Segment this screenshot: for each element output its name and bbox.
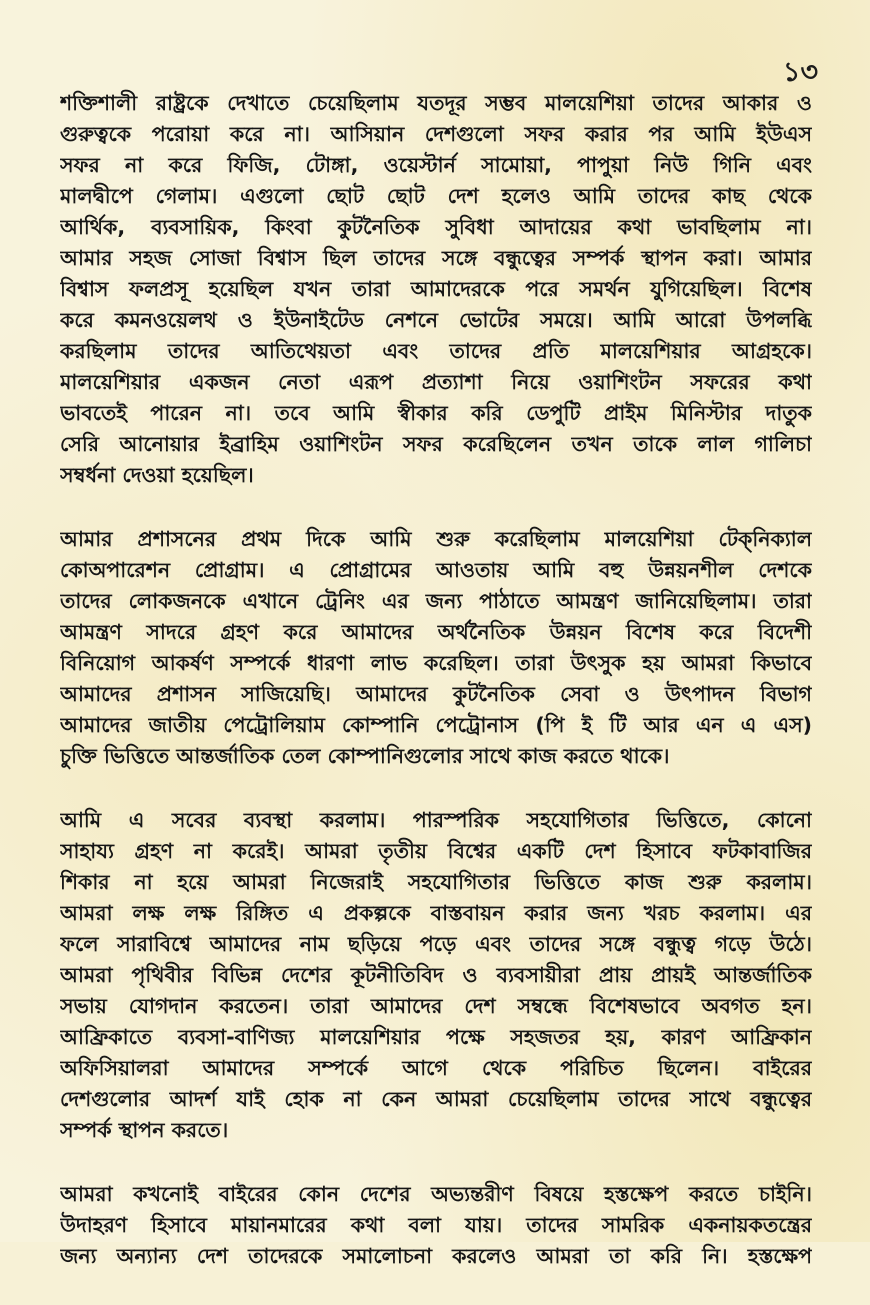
text-line: বিশ্বাস ফলপ্রসূ হয়েছিল যখন তারা আমাদেরকে পরে সমর্থন যুগিয়েছিল। বিশেষ — [60, 277, 812, 301]
text-line: তাদের লোকজনকে এখানে ট্রেনিং এর জন্য পাঠাতে আমন্ত্রণ জানিয়েছিলাম। তারা — [60, 589, 812, 613]
text-line: সফর না করে ফিজি, টোঙ্গা, ওয়েস্টার্ন সামোয়া, পাপুয়া নিউ গিনি এবং — [60, 153, 812, 177]
text-line: করে কমনওয়েলথ ও ইউনাইটেড নেশনে ভোটের সময়ে। আমি আরো উপলব্ধি — [60, 308, 812, 332]
text-line: মালয়েশিয়ার একজন নেতা এরূপ প্রত্যাশা নিয়ে ওয়াশিংটন সফরের কথা — [60, 370, 812, 394]
text-line: জন্য অন্যান্য দেশ তাদেরকে সমালোচনা করলেও আমরা তা করি নি। হস্তক্ষেপ — [60, 1244, 812, 1268]
text-line: দেশগুলোর আদর্শ যাই হোক না কেন আমরা চেয়েছিলাম তাদের সাথে বন্ধুত্বের — [60, 1087, 812, 1111]
text-line: উদাহরণ হিসাবে মায়ানমারের কথা বলা যায়। তাদের সামরিক একনায়কতন্ত্রের — [60, 1213, 812, 1237]
paragraph-1 — [60, 88, 812, 491]
text-line: আমার প্রশাসনের প্রথম দিকে আমি শুরু করেছিলাম মালয়েশিয়া টেক্‌নিক্যাল — [60, 527, 812, 551]
text-line: অফিসিয়ালরা আমাদের সম্পর্কে আগে থেকে পরিচিত ছিলেন। বাইরের — [60, 1056, 812, 1080]
text-line: শিকার না হয়ে আমরা নিজেরাই সহযোগিতার ভিত্তিতে কাজ শুরু করলাম। — [60, 870, 812, 894]
paragraph-2 — [60, 524, 812, 772]
text-line: আমরা পৃথিবীর বিভিন্ন দেশের কূটনীতিবিদ ও ব্যবসায়ীরা প্রায় প্রায়ই আন্তর্জাতিক — [60, 963, 812, 987]
text-line: আমার সহজ সোজা বিশ্বাস ছিল তাদের সঙ্গে বন্ধুত্বের সম্পর্ক স্থাপন করা। আমার — [60, 246, 812, 270]
text-line: ভাবতেই পারেন না। তবে আমি স্বীকার করি ডেপুটি প্রাইম মিনিস্টার দাতুক — [60, 401, 812, 425]
text-line: আমি এ সবের ব্যবস্থা করলাম। পারস্পরিক সহযোগিতার ভিত্তিতে, কোনো — [60, 808, 812, 832]
paragraph-3 — [60, 805, 812, 1146]
text-line: মালদ্বীপে গেলাম। এগুলো ছোট ছোট দেশ হলেও আমি তাদের কাছ থেকে — [60, 184, 812, 208]
text-line: শক্তিশালী রাষ্ট্রকে দেখাতে চেয়েছিলাম যতদূর সম্ভব মালয়েশিয়া তাদের আকার ও — [60, 91, 812, 115]
text-line: সম্পর্ক স্থাপন করতে। — [60, 1118, 229, 1142]
text-line: বিনিয়োগ আকর্ষণ সম্পর্কে ধারণা লাভ করেছিল। তারা উৎসুক হয় আমরা কিভাবে — [60, 651, 812, 675]
text-line: সেরি আনোয়ার ইব্রাহিম ওয়াশিংটন সফর করেছিলেন তখন তাকে লাল গালিচা — [60, 432, 812, 456]
text-line: ফলে সারাবিশ্বে আমাদের নাম ছড়িয়ে পড়ে এবং তাদের সঙ্গে বন্ধুত্ব গড়ে উঠে। — [60, 932, 812, 956]
page-number: ১৩ — [782, 57, 818, 88]
paragraph-4 — [60, 1179, 812, 1272]
text-line: আমরা লক্ষ লক্ষ রিঙ্গিত এ প্রকল্পকে বাস্তবায়ন করার জন্য খরচ করলাম। এর — [60, 901, 812, 925]
text-line: করছিলাম তাদের আতিথেয়তা এবং তাদের প্রতি মালয়েশিয়ার আগ্রহকে। — [60, 339, 812, 363]
text-line: গুরুত্বকে পরোয়া করে না। আসিয়ান দেশগুলো সফর করার পর আমি ইউএস — [60, 122, 812, 146]
text-line: আমরা কখনোই বাইরের কোন দেশের অভ্যন্তরীণ বিষয়ে হস্তক্ষেপ করতে চাইনি। — [60, 1182, 812, 1206]
text-line: সভায় যোগদান করতেন। তারা আমাদের দেশ সম্বন্ধে বিশেষভাবে অবগত হন। — [60, 994, 812, 1018]
text-line: আমাদের জাতীয় পেট্রোলিয়াম কোম্পানি পেট্রোনাস (পি ই টি আর এন এ এস) — [60, 713, 812, 737]
text-line: চুক্তি ভিত্তিতে আন্তর্জাতিক তেল কোম্পানিগুলোর সাথে কাজ করতে থাকে। — [60, 744, 670, 768]
page-text — [60, 88, 812, 1305]
text-line: সাহায্য গ্রহণ না করেই। আমরা তৃতীয় বিশ্বের একটি দেশ হিসাবে ফটকাবাজির — [60, 839, 812, 863]
text-line: সম্বর্ধনা দেওয়া হয়েছিল। — [60, 463, 254, 487]
text-line: আমন্ত্রণ সাদরে গ্রহণ করে আমাদের অর্থনৈতিক উন্নয়ন বিশেষ করে বিদেশী — [60, 620, 812, 644]
text-line: আর্থিক, ব্যবসায়িক, কিংবা কুটনৈতিক সুবিধা আদায়ের কথা ভাবছিলাম না। — [60, 215, 812, 239]
text-line: আমাদের প্রশাসন সাজিয়েছি। আমাদের কুটনৈতিক সেবা ও উৎপাদন বিভাগ — [60, 682, 812, 706]
text-line: আফ্রিকাতে ব্যবসা-বাণিজ্য মালয়েশিয়ার পক্ষে সহজতর হয়, কারণ আফ্রিকান — [60, 1025, 812, 1049]
text-line: কোঅপারেশন প্রোগ্রাম। এ প্রোগ্রামের আওতায় আমি বহু উন্নয়নশীল দেশকে — [60, 558, 812, 582]
